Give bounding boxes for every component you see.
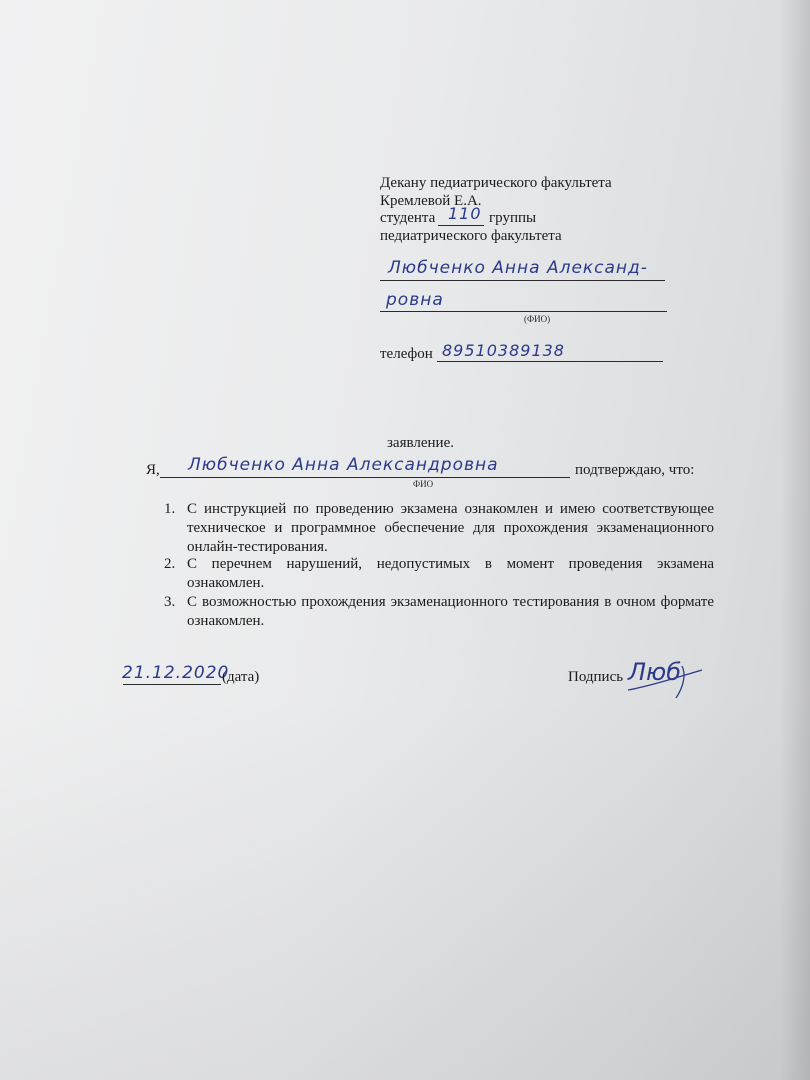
- item-3-number: 3.: [164, 594, 176, 610]
- statement-suffix: подтверждаю, что:: [575, 462, 695, 478]
- item-1-number: 1.: [164, 501, 176, 517]
- student-label: студента: [380, 210, 436, 226]
- signature-label: Подпись: [568, 669, 624, 685]
- date-label: (дата): [222, 669, 260, 685]
- date-handwritten: 21.12.2020: [122, 663, 230, 683]
- group-number-handwritten: 110: [448, 204, 482, 223]
- phone-handwritten: 89510389138: [442, 341, 565, 360]
- statement-name-underline: [160, 477, 570, 478]
- item-3-text: С возможностью прохождения экзаменационного тестирования в очном формате ознакомлен.: [187, 594, 714, 629]
- phone-label: телефон: [380, 346, 433, 362]
- fio-underline-1: [380, 280, 665, 281]
- group-underline: [438, 225, 484, 226]
- fio-caption: (ФИО): [524, 314, 551, 324]
- item-2-text: С перечнем нарушений, недопустимых в момент проведения экзамена ознакомлен.: [187, 556, 714, 591]
- statement-fio-caption: ФИО: [413, 479, 434, 489]
- addressee-line-name: Кремлевой Е.А.: [380, 193, 482, 209]
- item-2-number: 2.: [164, 556, 176, 572]
- signature-handwritten: Люб: [628, 658, 682, 686]
- statement-name-handwritten: Любченко Анна Александровна: [188, 455, 499, 475]
- statement-title: заявление.: [387, 435, 454, 451]
- group-label: группы: [489, 210, 537, 226]
- faculty-line: педиатрического факультета: [380, 228, 562, 244]
- phone-underline: [437, 361, 663, 362]
- fio-underline-2: [380, 311, 667, 312]
- signature-flourish: [620, 656, 710, 706]
- item-1-text: С инструкцией по проведению экзамена ознакомлен и имею соответствующее техническое и программное обеспечение для прохождения экзаменационного онлайн-тестирования.: [187, 501, 714, 555]
- statement-prefix: Я,: [146, 462, 160, 478]
- date-underline: [123, 684, 221, 685]
- fio-handwritten-1: Любченко Анна Александ-: [388, 258, 648, 278]
- addressee-line-dean: Декану педиатрического факультета: [380, 175, 612, 191]
- fio-handwritten-2: ровна: [386, 290, 444, 310]
